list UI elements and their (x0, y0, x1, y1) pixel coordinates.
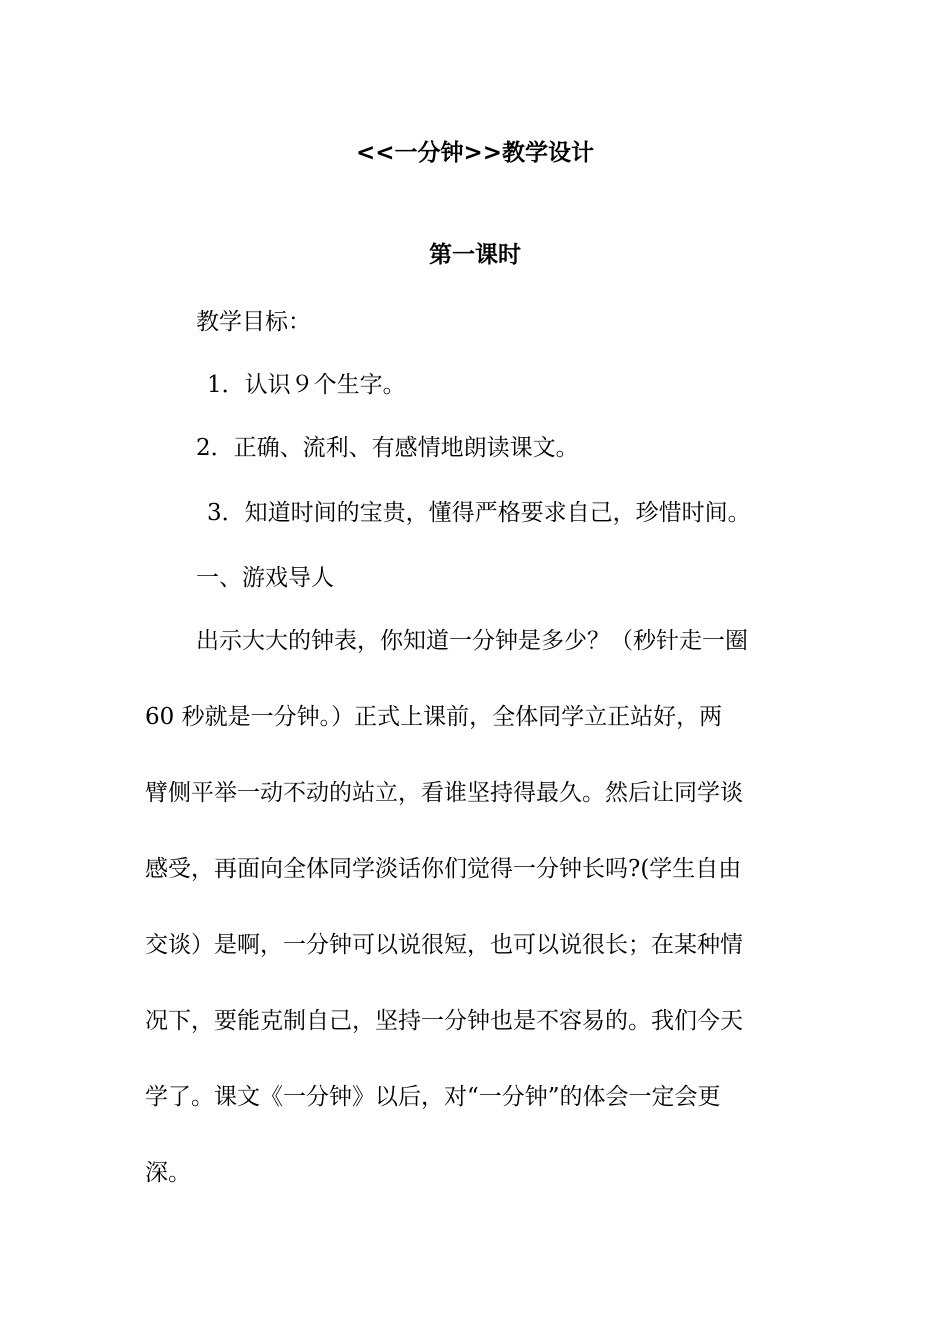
paragraph-line: 出示大大的钟表，你知道一分钟是多少？（秒针走一圈 (196, 628, 748, 654)
paragraph-line: 况下，要能克制自己，坚持一分钟也是不容易的。我们今天 (145, 1008, 743, 1034)
section-title: 第一课时 (429, 242, 521, 268)
paragraph-line: 交谈）是啊，一分钟可以说很短，也可以说很长；在某种情 (145, 932, 743, 958)
objectives-heading: 教学目标： (196, 309, 311, 335)
paragraph-line: 感受，再面向全体同学淡话你们觉得一分钟长吗?(学生自由 (145, 856, 742, 882)
part-heading: 一、游戏导人 (196, 565, 334, 591)
document-title: <<一分钟>>教学设计 (355, 140, 595, 166)
paragraph-line: 臂侧平举一动不动的站立，看谁坚持得最久。然后让同学谈 (145, 780, 743, 806)
objective-item: 2．正确、流利、有感情地朗读课文。 (196, 435, 579, 461)
paragraph-line: 深。 (145, 1160, 191, 1186)
objective-item: 3．知道时间的宝贵，懂得严格要求自己，珍惜时间。 (207, 500, 751, 526)
paragraph-line: 60 秒就是一分钟。）正式上课前，全体同学立正站好，两 (145, 704, 723, 730)
paragraph-line: 学了。课文《一分钟》以后，对“一分钟”的体会一定会更 (145, 1084, 721, 1110)
intro-paragraph (145, 603, 810, 1211)
objective-item: 1．认识９个生字。 (207, 372, 406, 398)
